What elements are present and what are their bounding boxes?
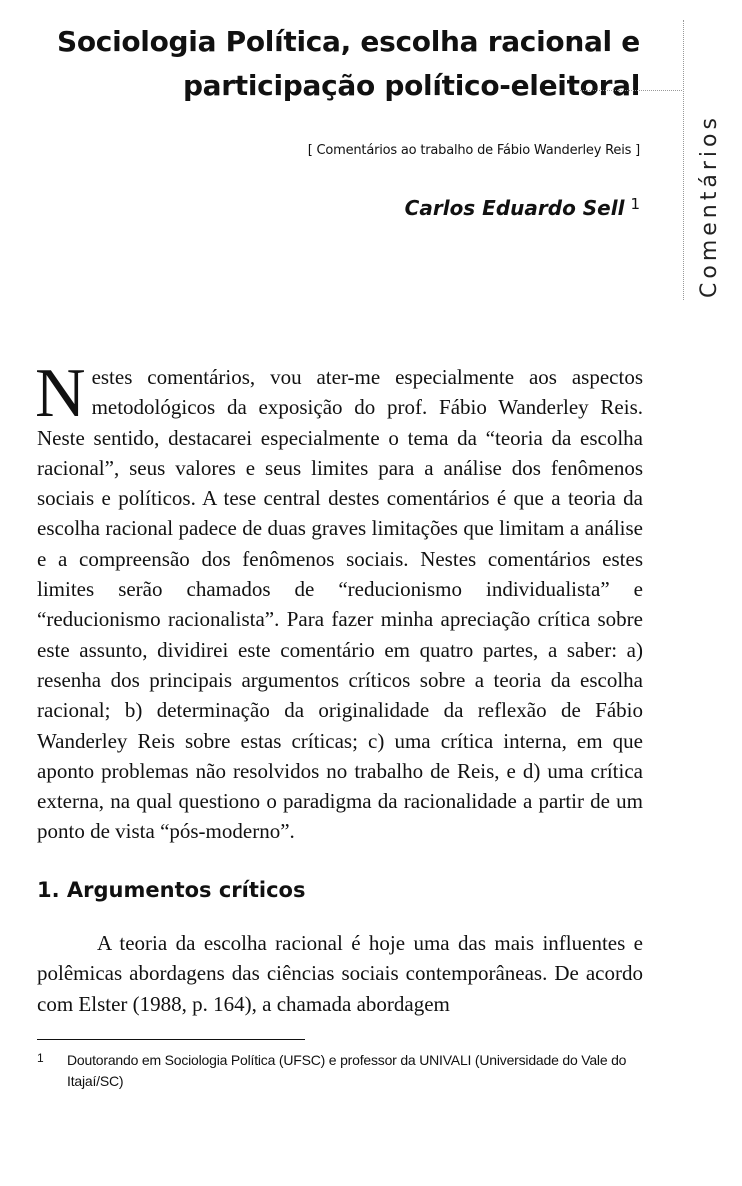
article-subtitle: [ Comentários ao trabalho de Fábio Wanderley Reis ]	[307, 143, 640, 158]
footnote-text: Doutorando em Sociologia Política (UFSC) e professor da UNIVALI (Universidade do Vale do Itajaí/SC)	[67, 1052, 627, 1089]
side-divider-vertical	[683, 20, 684, 300]
intro-text: estes comentários, vou ater-me especialmente aos aspectos metodológicos da exposição do prof. Fábio Wanderley Reis. Neste sentido, destacarei especialmente o tema da “teoria da escolha racional”, seus valores e seus limites para a análise dos fenômenos sociais e políticos. A tese central destes comentários é que a teoria da escolha racional padece de duas graves limitações que limitam a análise e a compreensão dos fenômenos sociais. Nestes comentários estes limites serão chamados de “reducionismo individualista” e “reducionismo racionalista”. Para fazer minha apreciação crítica sobre este assunto, dividirei este comentário em quatro partes, a saber: a) resenha dos principais argumentos críticos sobre a teoria da escolha racional; b) determinação da originalidade da reflexão de Fábio Wanderley Reis sobre estas críticas; c) uma crítica interna, em que aponto problemas não resolvidos no trabalho de Reis, e d) uma crítica externa, na qual questiono o paradigma da racionalidade a partir de um ponto de vista “pós-moderno”.	[37, 365, 643, 844]
section-paragraph: A teoria da escolha racional é hoje uma das mais influentes e polêmicas abordagens das ciências sociais contemporâneas. De acordo com Elster (1988, p. 164), a chamada abordagem	[37, 931, 643, 1016]
article-title-line-2: participação político-eleitoral	[182, 69, 640, 102]
drop-cap: N	[35, 355, 86, 432]
author-line	[405, 196, 640, 220]
footnote-number: 1	[37, 1051, 44, 1065]
author-footnote-marker: 1	[630, 195, 640, 213]
footnote	[37, 1050, 643, 1092]
footnote-divider	[37, 1039, 305, 1040]
article-title-line-1: Sociologia Política, escolha racional e	[56, 25, 640, 58]
intro-paragraph	[35, 355, 643, 847]
side-divider-horizontal	[580, 90, 682, 91]
section-tab-label: Comentários	[697, 114, 722, 298]
author-name: Carlos Eduardo Sell	[404, 196, 625, 220]
section-heading: 1. Argumentos críticos	[37, 878, 306, 902]
article-title	[40, 20, 640, 108]
